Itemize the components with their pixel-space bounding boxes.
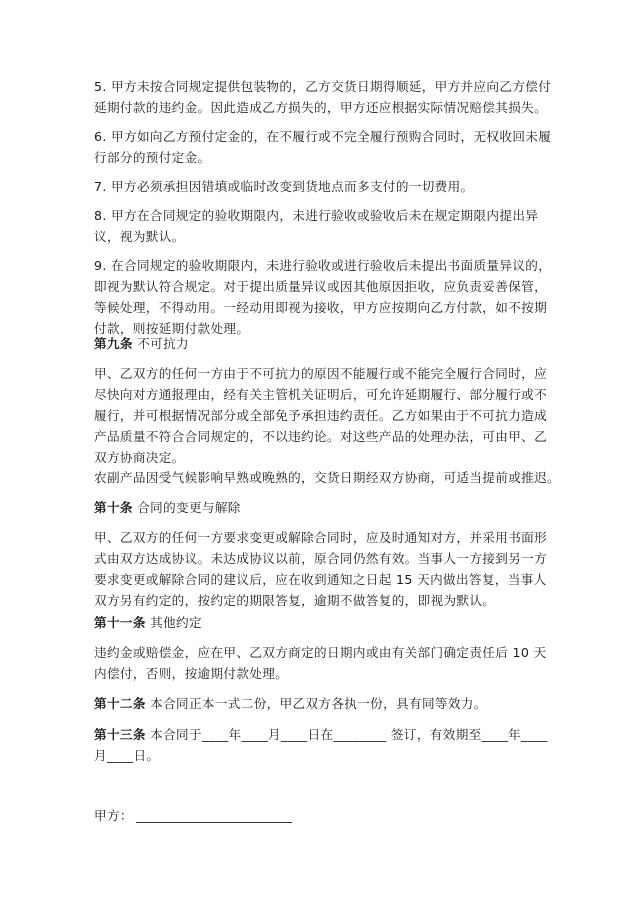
article-title: 不可抗力 [137,336,189,351]
clause-paragraph [94,642,554,684]
article-heading [94,693,554,714]
article-number: 第十二条 [94,696,146,711]
article-number: 第九条 [94,336,133,351]
clause-paragraph [94,363,554,468]
clause-paragraph [94,255,554,339]
article-number: 第十条 [94,500,133,515]
text-line: 延期付款的违约金。因此造成乙方损失的，甲方还应根据实际情况赔偿其损失。 [94,100,548,115]
text-line: 8. 甲方在合同规定的验收期限内，未进行验收或验收后未在规定期限内提出异 [94,208,539,223]
article-heading [94,497,554,518]
text-line: 月____日。 [94,748,160,763]
text-line: 履行，并可根据情况部分或全部免予承担违约责任。乙方如果由于不可抗力造成 [94,408,548,423]
text-line: 违约金或赔偿金，应在甲、乙双方商定的日期内或由有关部门确定责任后 10 天 [94,645,547,660]
article-title: 本合同于____年____月____日在________ 签订，有效期至____年____ [150,727,548,742]
clause-paragraph [94,205,554,247]
article-heading [94,724,554,766]
text-line: 农副产品因受气候影响早熟或晚熟的，交货日期经双方协商，可适当提前或推迟。 [94,470,560,485]
text-line: 等候处理，不得动用。一经动用即视为接收，甲方应按期向乙方付款，如不按期 [94,300,548,315]
text-line: 7. 甲方必须承担因错填或临时改变到货地点而多支付的一切费用。 [94,179,474,194]
clause-paragraph [94,467,560,488]
clause-paragraph [94,527,554,611]
article-number: 第十一条 [94,615,146,630]
text-line: 要求变更或解除合同的建议后，应在收到通知之日起 15 天内做出答复，当事人 [94,572,547,587]
text-line: 产品质量不符合合同规定的，不以违约论。对这些产品的处理办法，可由甲、乙 [94,429,548,444]
text-line: 9. 在合同规定的验收期限内，未进行验收或进行验收后未提出书面质量异议的， [94,258,552,273]
clause-paragraph [94,76,554,118]
article-number: 第十三条 [94,727,146,742]
article-title: 本合同正本一式二份，甲乙双方各执一份，具有同等效力。 [150,696,487,711]
text-line: 6. 甲方如向乙方预付定金的，在不履行或不完全履行预购合同时，无权收回未履 [94,129,552,144]
text-line: 甲、乙双方的任何一方要求变更或解除合同时，应及时通知对方，并采用书面形 [94,530,548,545]
text-line: 5. 甲方未按合同规定提供包装物的，乙方交货日期得顺延，甲方并应向乙方偿付 [94,79,552,94]
clause-paragraph [94,126,554,168]
text-line: 双方协商决定。 [94,450,185,465]
text-line: 即视为默认符合规定。对于提出质量异议或因其他原因拒收，应负责妥善保管， [94,279,548,294]
signature-line [94,805,554,826]
article-heading [94,612,554,633]
article-heading [94,333,554,354]
text-line: 双方另有约定的，按约定的期限答复，逾期不做答复的，即视为默认。 [94,593,496,608]
signature-blank [136,807,292,823]
clause-paragraph [94,176,554,197]
text-line: 甲、乙双方的任何一方由于不可抗力的原因不能履行或不能完全履行合同时，应 [94,366,548,381]
text-line: 内偿付，否则，按逾期付款处理。 [94,666,289,681]
text-line: 行部分的预付定金。 [94,150,211,165]
text-line: 议，视为默认。 [94,229,185,244]
text-line: 付款，则按延期付款处理。 [94,321,250,336]
article-title: 其他约定 [150,615,202,630]
text-line: 式由双方达成协议。未达成协议以前，原合同仍然有效。当事人一方接到另一方 [94,551,548,566]
text-line: 尽快向对方通报理由，经有关主管机关证明后，可允许延期履行、部分履行或不 [94,387,548,402]
article-title: 合同的变更与解除 [137,500,241,515]
party-a-label: 甲方： [94,808,133,823]
